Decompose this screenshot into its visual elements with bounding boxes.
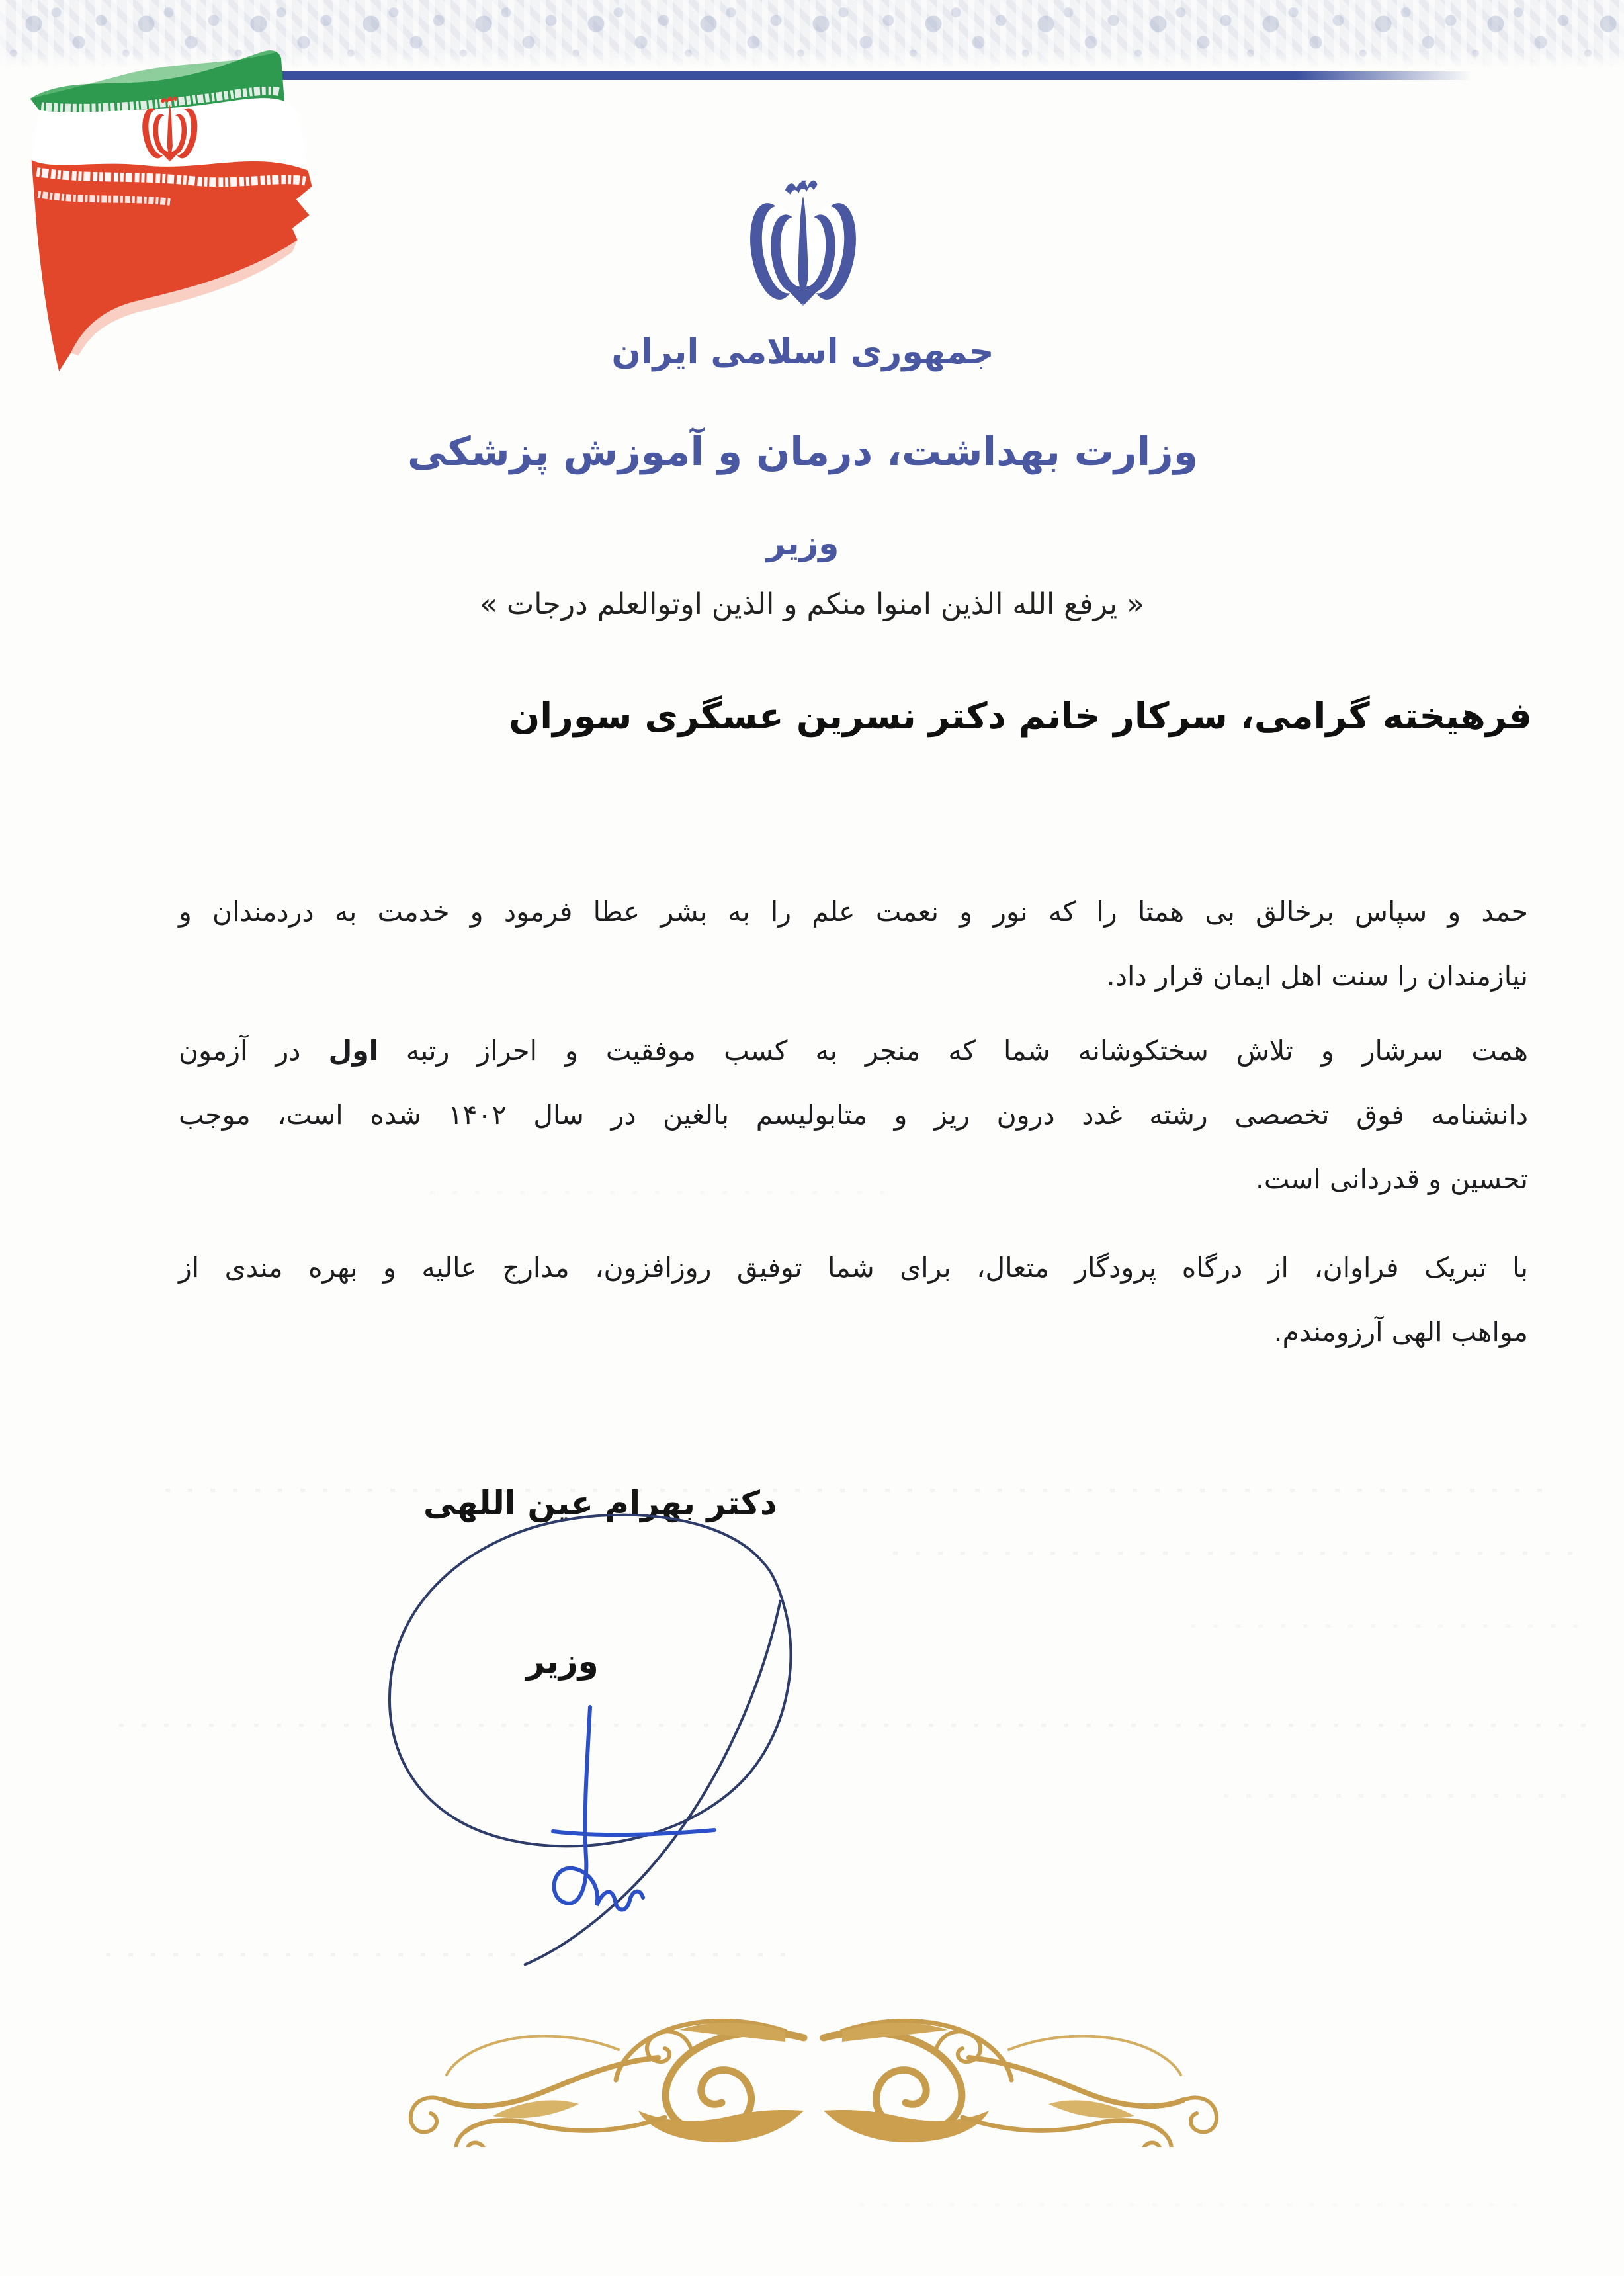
body-paragraph-3 — [179, 1236, 1528, 1364]
scan-artifact — [106, 1953, 794, 1956]
body-segment: در آزمون — [179, 1035, 329, 1067]
rank-first-bold: اول — [328, 1035, 378, 1067]
scan-artifact — [430, 1191, 893, 1194]
scan-artifact — [893, 1552, 1574, 1555]
scan-artifact — [1191, 1624, 1588, 1628]
signer-title: وزیر — [526, 1642, 599, 1681]
scan-artifact — [860, 2203, 1521, 2207]
body-line: مواهب الهی آرزومندم. — [1273, 1316, 1528, 1348]
scan-artifact — [119, 1724, 1601, 1727]
body-paragraph-2 — [179, 1019, 1528, 1211]
body-line — [179, 1019, 1528, 1083]
signature-scribble-icon — [357, 1501, 900, 1990]
body-line: حمد و سپاس برخالق بی همتا را که نور و نعمت علم را به بشر عطا فرمود و خدمت به دردمندان و — [179, 896, 1528, 928]
quran-quote-line: « یرفع الله الذین امنوا منکم و الذین اوتوالعلم درجات » — [479, 588, 1145, 621]
scan-artifact — [1224, 1794, 1574, 1798]
header-rule-line — [212, 71, 1472, 80]
body-line: با تبریک فراوان، از درگاه پرودگار متعال، برای شما توفیق روزافزون، مدارج عالیه و بهره مندی از — [179, 1252, 1528, 1284]
header-country-title: جمهوری اسلامی ایران — [611, 332, 994, 372]
iran-flag-icon — [5, 15, 346, 382]
body-paragraph-1 — [179, 880, 1528, 1008]
body-line: دانشنامه فوق تخصصی رشته غدد درون ریز و متابولیسم بالغین در سال ۱۴۰۲ شده است، موجب — [179, 1099, 1528, 1131]
allah-emblem-icon — [745, 172, 861, 315]
header-ministry-title: وزارت بهداشت، درمان و آموزش پزشکی — [407, 429, 1198, 475]
body-line: تحسین و قدردانی است. — [1255, 1163, 1528, 1195]
gold-flourish-icon — [380, 2011, 1247, 2147]
body-line: نیازمندان را سنت اهل ایمان قرار داد. — [1106, 960, 1528, 992]
header-minister-role: وزیر — [766, 524, 839, 562]
recipient-salutation: فرهیخته گرامی، سرکار خانم دکتر نسرین عسگری سوران — [509, 695, 1532, 737]
scan-artifact — [165, 1489, 1555, 1492]
body-segment: همت سرشار و تلاش سختکوشانه شما که منجر به کسب موفقیت و احراز رتبه — [378, 1035, 1528, 1067]
signer-name: دکتر بهرام عین اللهی — [423, 1484, 777, 1522]
